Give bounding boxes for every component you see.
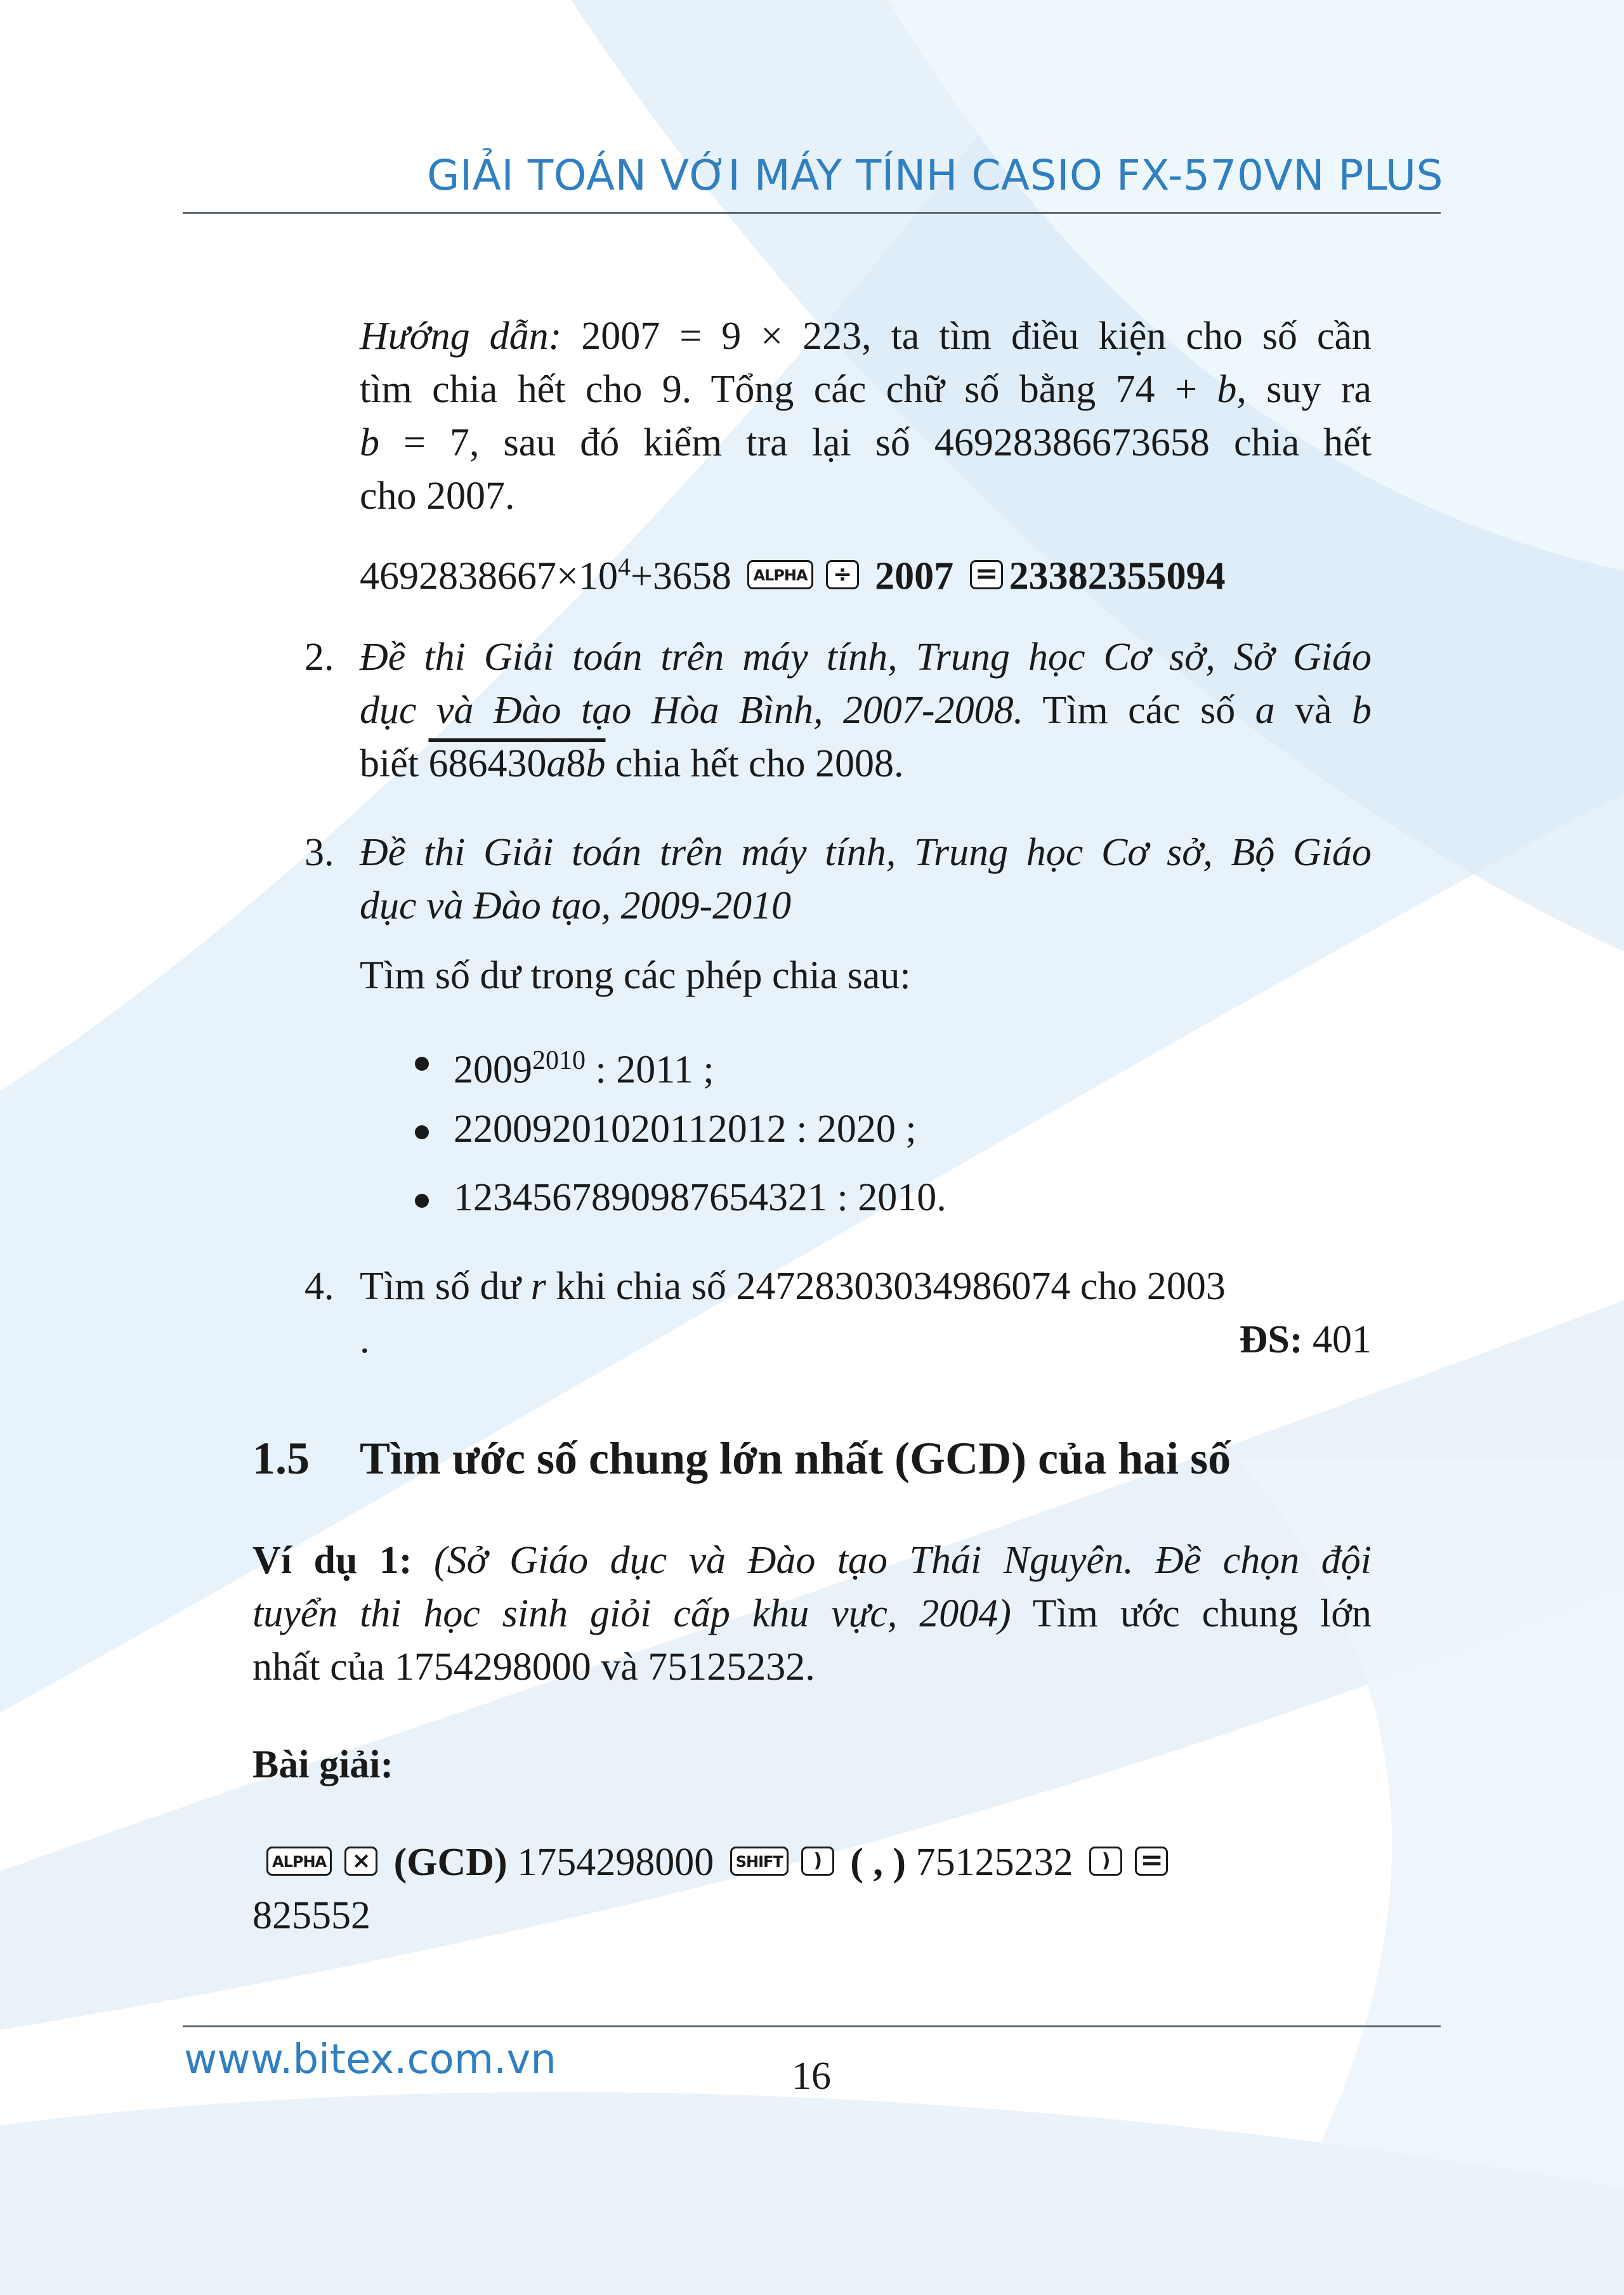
solution-number-2: 75125232 (906, 1841, 1084, 1884)
example-source-1: (Sở Giáo dục và Đào tạo Thái Nguyên. Đề chọn đội (412, 1539, 1372, 1582)
bullet-item-2: 22009201020112012 : 2020 ; (454, 1108, 917, 1151)
hint-text-2a: tìm chia hết cho 9. Tổng các chữ số bằng 74 + (360, 368, 1217, 411)
item-2-text-3a: biết (360, 742, 429, 785)
alpha-key-icon: ALPHA (747, 560, 813, 589)
bullet-item-1 (454, 1034, 714, 1097)
header-title: GIẢI TOÁN VỚI MÁY TÍNH CASIO FX-570VN PLUS (427, 151, 1443, 200)
footer-url-link[interactable]: www.bitex.com.vn (184, 2036, 556, 2083)
item-2-overlined-number (428, 742, 605, 785)
divide-key-icon: ÷ (826, 560, 859, 589)
item-4-text-a: Tìm số dư (360, 1265, 531, 1308)
calc1-tail: +3658 (630, 554, 731, 598)
overline-var-b: b (586, 742, 606, 785)
example-line-1 (252, 1534, 1372, 1587)
page-number: 16 (792, 2055, 831, 2098)
item-2-var-a: a (1255, 689, 1275, 732)
close-paren-key-icon: ) (801, 1847, 834, 1876)
bullet-dot (415, 1194, 429, 1208)
item-4-text-b: khi chia số 24728303034986074 cho 2003 (546, 1265, 1226, 1308)
item-2-number: 2. (304, 636, 334, 679)
bullet-dot (415, 1125, 429, 1139)
equals-key-icon: = (970, 560, 1003, 589)
answer-value: 401 (1302, 1318, 1372, 1361)
hint-line-1 (360, 310, 1372, 363)
close-paren-key-icon: ) (1089, 1847, 1122, 1876)
calc-line-1 (360, 540, 1372, 603)
section-number: 1.5 (252, 1433, 310, 1484)
footer-rule (183, 2025, 1441, 2027)
bullet-item-3: 1234567890987654321 : 2010. (454, 1176, 946, 1219)
overline-var-a: a (546, 742, 566, 785)
section-title: Tìm ước số chung lớn nhất (GCD) của hai số (360, 1433, 1231, 1484)
bullet-dot (415, 1057, 429, 1071)
comma-label: ( , ) (850, 1841, 907, 1884)
solution-keys-line (252, 1836, 1372, 1889)
item-2-line-3 (360, 737, 904, 790)
equals-key-icon: = (1135, 1847, 1168, 1876)
calc1-result: 23382355094 (1009, 554, 1226, 598)
gcd-label: (GCD) (393, 1841, 508, 1884)
hint-var-b: b (1217, 368, 1237, 411)
hint-text-2b: , suy ra (1236, 368, 1372, 411)
item-2-line-2 (360, 684, 1372, 737)
example-line-2 (252, 1587, 1372, 1640)
item-4-answer (1240, 1313, 1372, 1366)
item-3-number: 3. (304, 831, 334, 874)
example-source-2: tuyển thi học sinh giỏi cấp khu vực, 2004) (252, 1592, 1011, 1635)
example-label: Ví dụ 1: (252, 1539, 412, 1582)
item-4-number: 4. (304, 1265, 334, 1308)
example-text-2: Tìm ước chung lớn (1011, 1592, 1372, 1635)
item-4-line-1 (360, 1260, 1226, 1313)
bullet-1-rest: : 2011 ; (586, 1048, 714, 1092)
shift-key-icon: SHIFT (730, 1847, 789, 1876)
item-2-var-b: b (1352, 689, 1372, 732)
answer-label: ĐS: (1239, 1318, 1303, 1361)
solution-number-1: 1754298000 (507, 1841, 724, 1884)
item-3-prompt: Tìm số dư trong các phép chia sau: (360, 954, 911, 997)
overline-part-1: 686430 (428, 742, 547, 785)
item-2-source: dục và Đào tạo Hòa Bình, 2007-2008. (360, 689, 1024, 732)
hint-text-3: = 7, sau đó kiểm tra lại số 46928386673658 chia hết (379, 421, 1372, 464)
hint-label: Hướng dẫn: (360, 315, 562, 358)
overline-part-2: 8 (566, 742, 586, 785)
item-3-line-2: dục và Đào tạo, 2009-2010 (360, 884, 792, 927)
calc1-expr: 4692838667×10 (360, 554, 618, 598)
solution-label: Bài giải: (252, 1743, 394, 1786)
hint-text-1: 2007 = 9 × 223, ta tìm điều kiện cho số cần (561, 315, 1372, 358)
header-rule (183, 212, 1441, 214)
calc1-value: 2007 (875, 554, 954, 598)
solution-result: 825552 (252, 1894, 370, 1937)
times-key-icon: × (344, 1847, 377, 1876)
item-2-text-3b: chia hết cho 2008. (605, 742, 904, 785)
bullet-1-exp: 2010 (532, 1046, 586, 1075)
calc1-exp: 4 (617, 552, 631, 581)
item-2-and: và (1274, 689, 1352, 732)
hint-line-2 (360, 363, 1372, 416)
item-3-line-1: Đề thi Giải toán trên máy tính, Trung học Cơ sở, Bộ Giáo (360, 831, 1372, 874)
alpha-key-icon: ALPHA (266, 1847, 332, 1876)
item-4-var-r: r (530, 1265, 546, 1308)
item-2-text: Tìm các số (1023, 689, 1255, 732)
item-2-line-1: Đề thi Giải toán trên máy tính, Trung học Cơ sở, Sở Giáo (360, 636, 1372, 679)
example-line-3: nhất của 1754298000 và 75125232. (252, 1645, 815, 1689)
hint-line-3 (360, 416, 1372, 469)
bullet-1-base: 2009 (454, 1048, 532, 1092)
hint-var-b2: b (360, 421, 379, 464)
item-4-dot: . (360, 1318, 370, 1361)
hint-line-4: cho 2007. (360, 474, 515, 518)
